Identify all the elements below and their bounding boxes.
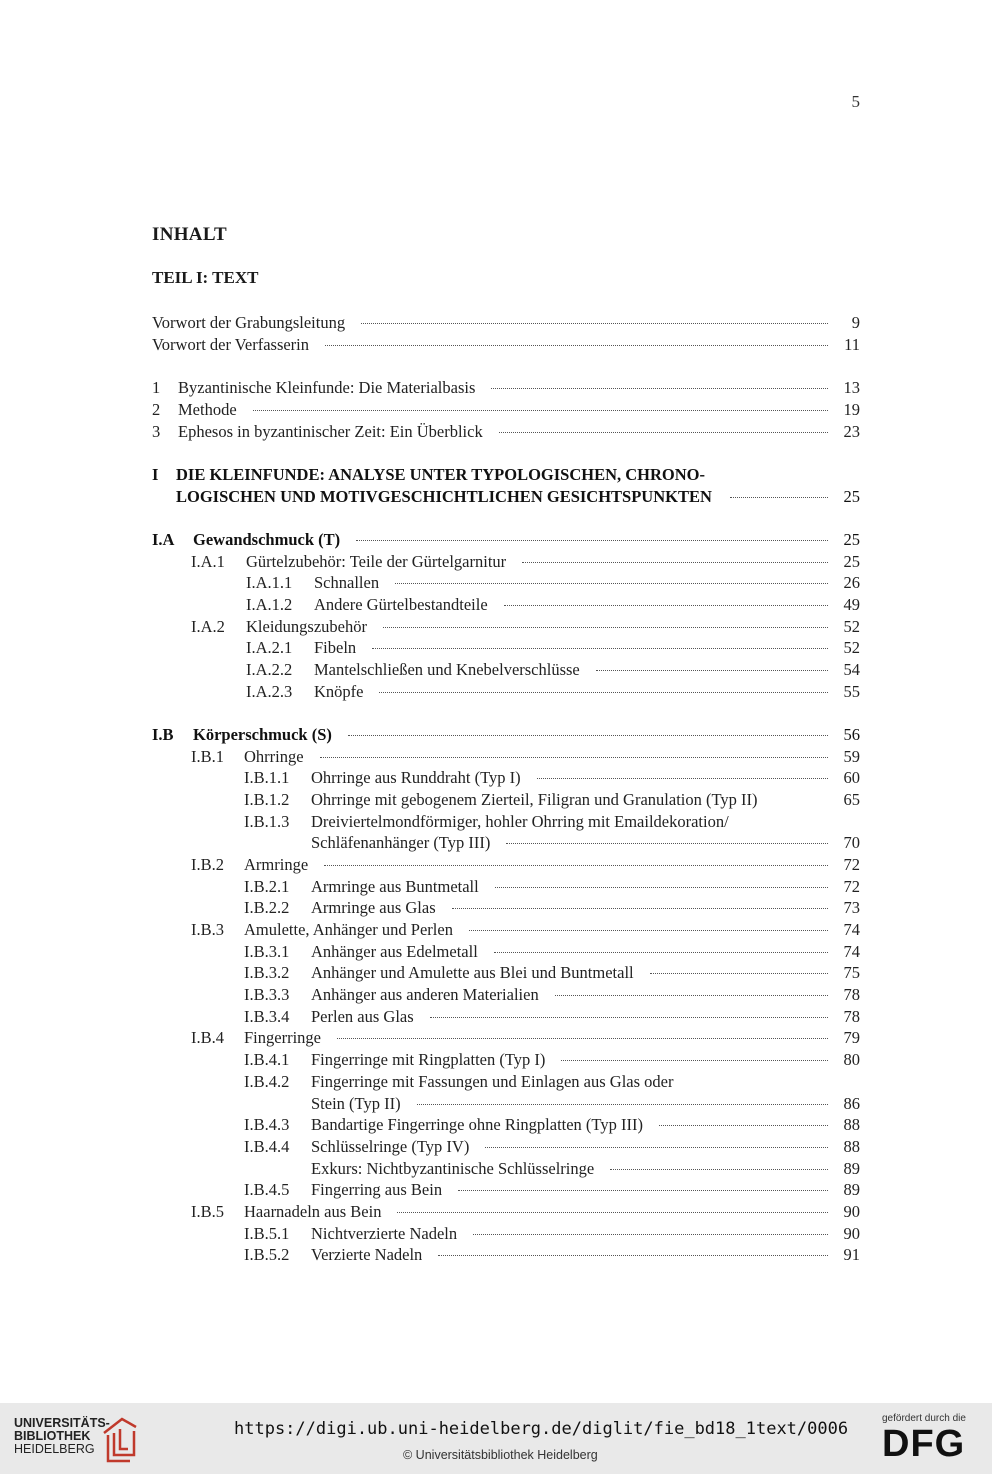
toc-entry[interactable]: I.B.4.3 Bandartige Fingerringe ohne Ringplatten (Typ III) 88 [244, 1115, 860, 1134]
toc-entry[interactable]: I.A.2 Kleidungszubehör 52 [191, 617, 860, 636]
page-number: 5 [851, 92, 860, 111]
toc-entry[interactable]: 3 Ephesos in byzantinischer Zeit: Ein Überblick 23 [152, 422, 860, 441]
library-emblem-icon [100, 1413, 140, 1465]
toc-entry[interactable]: I.B.2 Armringe 72 [191, 855, 860, 874]
toc-entry[interactable]: 1 Byzantinische Kleinfunde: Die Materialbasis 13 [152, 378, 860, 397]
toc-entry[interactable]: I.B.4.5 Fingerring aus Bein 89 [244, 1180, 860, 1199]
toc-entry[interactable]: I.A.1 Gürtelzubehör: Teile der Gürtelgarnitur 25 [191, 552, 860, 571]
toc-entry[interactable]: I.B.1.2 Ohrringe mit gebogenem Zierteil, Filigran und Granulation (Typ II) 65 [244, 790, 860, 809]
toc-entry[interactable]: I.B.2.1 Armringe aus Buntmetall 72 [244, 877, 860, 896]
toc-entry[interactable]: Schläfenanhänger (Typ III) 70 [311, 833, 860, 852]
toc-entry[interactable]: I.B.1.1 Ohrringe aus Runddraht (Typ I) 60 [244, 768, 860, 787]
dfg-logo[interactable]: DFG [882, 1423, 966, 1465]
toc-entry[interactable]: I.B.4.4 Schlüsselringe (Typ IV) 88 [244, 1137, 860, 1156]
library-logo[interactable]: UNIVERSITÄTS- BIBLIOTHEK HEIDELBERG [14, 1416, 110, 1456]
toc-entry[interactable]: I.A.2.1 Fibeln 52 [246, 638, 860, 657]
toc-entry[interactable]: LOGISCHEN UND MOTIVGESCHICHTLICHEN GESICHTSPUNKTEN 25 [176, 487, 860, 506]
toc-entry[interactable]: I.B.5.2 Verzierte Nadeln 91 [244, 1245, 860, 1264]
toc-entry[interactable]: I.B.3.2 Anhänger und Amulette aus Blei und Buntmetall 75 [244, 963, 860, 982]
toc-entry[interactable]: I.A.2.3 Knöpfe 55 [246, 682, 860, 701]
funding-note: gefördert durch die [882, 1413, 966, 1424]
toc-entry[interactable]: I DIE KLEINFUNDE: ANALYSE UNTER TYPOLOGISCHEN, CHRONO- [152, 465, 706, 484]
part-heading: TEIL I: TEXT [152, 268, 259, 287]
toc-entry[interactable]: I.B Körperschmuck (S) 56 [152, 725, 860, 744]
copyright-notice: © Universitätsbibliothek Heidelberg [403, 1448, 598, 1462]
toc-entry[interactable]: I.B.3.3 Anhänger aus anderen Materialien 78 [244, 985, 860, 1004]
toc-entry[interactable]: Stein (Typ II) 86 [311, 1094, 860, 1113]
permalink-url[interactable]: https://digi.ub.uni-heidelberg.de/diglit/fie_bd18_1text/0006 [234, 1419, 849, 1439]
toc-entry[interactable]: I.B.3.4 Perlen aus Glas 78 [244, 1007, 860, 1026]
toc-entry[interactable]: Vorwort der Grabungsleitung 9 [152, 313, 860, 332]
toc-entry[interactable]: I.B.1.3 Dreiviertelmondförmiger, hohler Ohrring mit Emaildekoration/ [244, 812, 729, 831]
toc-entry[interactable]: I.B.2.2 Armringe aus Glas 73 [244, 898, 860, 917]
toc-entry[interactable]: I.B.4 Fingerringe 79 [191, 1028, 860, 1047]
toc-entry[interactable]: I.A.1.2 Andere Gürtelbestandteile 49 [246, 595, 860, 614]
toc-entry[interactable]: I.B.4.1 Fingerringe mit Ringplatten (Typ I) 80 [244, 1050, 860, 1069]
toc-entry[interactable]: I.B.3.1 Anhänger aus Edelmetall 74 [244, 942, 860, 961]
viewer-footer [0, 1403, 992, 1474]
toc-entry[interactable]: Exkurs: Nichtbyzantinische Schlüsselringe 89 [311, 1159, 860, 1178]
toc-entry[interactable]: Vorwort der Verfasserin 11 [152, 335, 860, 354]
toc-entry[interactable]: I.A Gewandschmuck (T) 25 [152, 530, 860, 549]
contents-heading: INHALT [152, 224, 228, 245]
toc-entry[interactable]: I.A.2.2 Mantelschließen und Knebelverschlüsse 54 [246, 660, 860, 679]
toc-entry[interactable]: I.B.5.1 Nichtverzierte Nadeln 90 [244, 1224, 860, 1243]
toc-entry[interactable]: I.B.5 Haarnadeln aus Bein 90 [191, 1202, 860, 1221]
toc-entry[interactable]: I.B.4.2 Fingerringe mit Fassungen und Einlagen aus Glas oder [244, 1072, 674, 1091]
toc-entry[interactable]: I.B.3 Amulette, Anhänger und Perlen 74 [191, 920, 860, 939]
toc-entry[interactable]: I.A.1.1 Schnallen 26 [246, 573, 860, 592]
toc-entry[interactable]: I.B.1 Ohrringe 59 [191, 747, 860, 766]
toc-entry[interactable]: 2 Methode 19 [152, 400, 860, 419]
